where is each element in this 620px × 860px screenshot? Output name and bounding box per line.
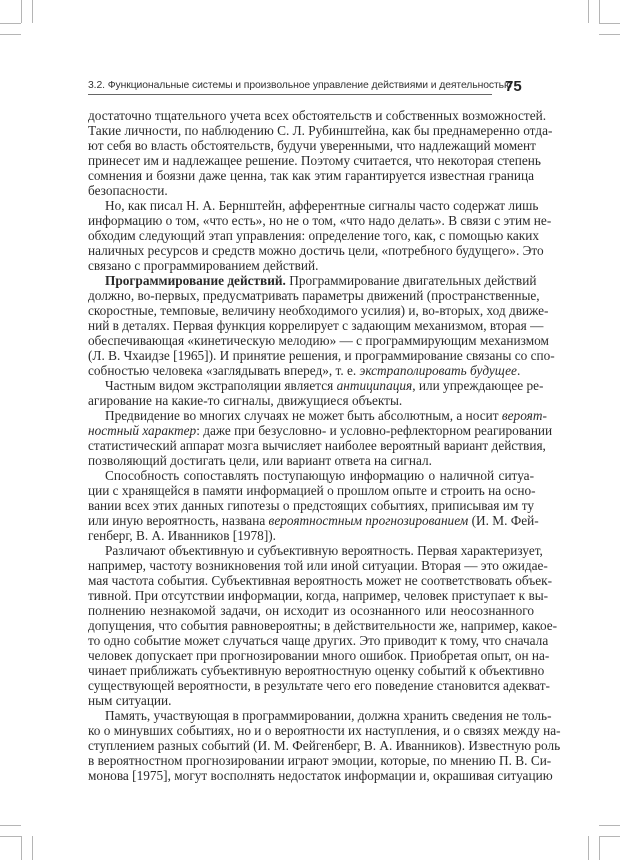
text-run: чинает приближать субъективную вероятностную оценку событий к объективно — [88, 663, 545, 678]
text-line — [88, 693, 534, 708]
text-run: тивной. При отсутствии информации, когда, например, человек приступает к вы- — [88, 588, 549, 603]
page-number: 75 — [505, 78, 522, 95]
text-run: обходим следующий этап управления: определение того, как, с помощью каких — [88, 228, 540, 243]
text-line — [88, 678, 550, 693]
text-run: (Л. В. Чхаидзе [1965]). И принятие решения, и программирование связаны со спо- — [88, 348, 555, 363]
text-line — [88, 363, 534, 378]
text-run: вании всех этих данных гипотезы о предстоящих событиях, приписывая им ту — [88, 498, 534, 513]
text-line — [88, 603, 534, 618]
text-run: мая частота события. Субъективная вероятность может не соответствовать объек- — [88, 573, 553, 588]
text-run: Такие личности, по наблюдению С. Л. Рубинштейна, как бы преднамеренно отда- — [88, 123, 553, 138]
text-run: (И. М. Фей- — [468, 513, 539, 528]
text-run: генберг, В. А. Иванников [1978]). — [88, 528, 276, 543]
text-run: ко о минувших событиях, но и о вероятности их наступления, и о связях между на- — [88, 723, 561, 738]
text-line — [88, 483, 534, 498]
crop-mark — [599, 34, 620, 35]
text-line — [88, 408, 547, 423]
text-run: связано с программированием действий. — [88, 258, 319, 273]
text-run: Различают объективную и субъективную вероятность. Первая характеризует, — [105, 543, 543, 558]
text-line — [88, 558, 548, 573]
text-run: достаточно тщательного учета всех обстоятельств и собственных возможностей. — [88, 108, 547, 123]
italic-term: вероят- — [501, 408, 547, 423]
text-line — [88, 528, 534, 543]
text-line — [88, 393, 534, 408]
text-line — [88, 573, 553, 588]
text-run: скоростные, темповые, величину необходимого усилия) и, во-вторых, ход движе- — [88, 303, 549, 318]
text-line — [88, 333, 549, 348]
text-run: информацию о том, «что есть», но не о том, «что надо делать». В связи с этим не- — [88, 213, 552, 228]
text-run: ний в деталях. Первая функция коррелирует с задающим механизмом, вторая — — [88, 318, 544, 333]
text-run: ции с хранящейся в памяти информацией о прошлом опыте и строить на осно- — [88, 483, 536, 498]
text-run: позволяющий достигать цели, или вариант ответа на сигнал. — [88, 453, 432, 468]
text-run: должно, во-первых, предусматривать параметры движений (пространственные, — [88, 288, 540, 303]
text-line — [88, 708, 552, 723]
text-run: собностью человека «заглядывать вперед», т. е. — [88, 363, 360, 378]
text-run: наличных ресурсов и средств можно достичь цели, «потребного будущего». Это — [88, 243, 544, 258]
text-line — [88, 273, 537, 288]
body-text — [88, 108, 561, 783]
text-run: принесет им и надлежащее решение. Поэтому считается, что некоторая степень — [88, 153, 541, 168]
text-line — [88, 723, 561, 738]
text-line — [88, 168, 534, 183]
text-run: Но, как писал Н. А. Бернштейн, афферентные сигналы часто содержат лишь — [105, 198, 539, 213]
text-line — [88, 588, 549, 603]
italic-term: ностный характер — [88, 423, 197, 438]
crop-mark — [599, 0, 600, 23]
text-run: или иную вероятность, названа — [88, 513, 269, 528]
crop-mark — [21, 0, 22, 23]
text-run: ют себя во власть обстоятельств, будучи уверенными, что надлежащий момент — [88, 138, 536, 153]
italic-term: вероятностным прогнозированием — [268, 513, 469, 528]
bold-run-in-heading: Программирование действий. — [105, 273, 286, 288]
text-line — [88, 288, 540, 303]
italic-term: антиципация — [336, 378, 413, 393]
crop-mark — [21, 836, 22, 860]
text-line — [88, 438, 546, 453]
text-run: Программирование двигательных действий — [285, 273, 537, 288]
crop-mark — [32, 836, 33, 860]
text-line — [88, 378, 544, 393]
italic-term: экстраполировать будущее — [359, 363, 517, 378]
crop-mark — [0, 34, 21, 35]
text-line — [88, 198, 539, 213]
text-line — [88, 468, 534, 483]
text-line — [88, 738, 561, 753]
text-run: статистический аппарат мозга вычисляет наиболее вероятный вариант действия, — [88, 438, 546, 453]
crop-mark — [32, 0, 33, 23]
text-run: человек допускает при прогнозировании много ошибок. Приобретая опыт, он на- — [88, 648, 550, 663]
text-line — [88, 423, 553, 438]
text-line — [88, 108, 547, 123]
text-line — [88, 138, 534, 153]
text-run: Частным видом экстраполяции является — [105, 378, 337, 393]
running-header: 3.2. Функциональные системы и произвольное управление действиями и деятельностью — [88, 80, 492, 95]
text-line — [88, 123, 553, 138]
text-line — [88, 153, 541, 168]
text-line — [88, 618, 558, 633]
text-run: Предвидение во многих случаях не может быть абсолютным, а носит — [105, 408, 502, 423]
crop-mark — [599, 23, 620, 24]
text-line — [88, 318, 544, 333]
text-run: полнению незнакомой задачи, он исходит из осознанного или неосознанного — [88, 603, 534, 618]
text-line — [88, 183, 534, 198]
text-run: допущения, что события равновероятны; в действительности же, например, какое- — [88, 618, 558, 633]
crop-mark — [0, 836, 21, 837]
text-line — [88, 513, 539, 528]
text-line — [88, 768, 553, 783]
crop-mark — [0, 23, 21, 24]
text-line — [88, 543, 543, 558]
text-line — [88, 213, 552, 228]
text-line — [88, 303, 549, 318]
text-run: в вероятностном прогнозировании играют эмоции, которые, по мнению П. В. Си- — [88, 753, 552, 768]
text-run: Способность сопоставлять поступающую информацию о наличной ситуа- — [105, 468, 534, 483]
text-run: . — [516, 363, 521, 378]
text-line — [88, 753, 552, 768]
text-run: агирование на какие-то сигналы, движущиеся объекты. — [88, 393, 403, 408]
text-run: ступлением разных событий (И. М. Фейгенберг, В. А. Иванников). Известную роль — [88, 738, 561, 753]
text-run: ным ситуации. — [88, 693, 172, 708]
text-run: например, частоту возникновения той или иной ситуации. Вторая — это ожидае- — [88, 558, 548, 573]
text-run: , или упреждающее ре- — [412, 378, 544, 393]
text-run: обеспечивающая «кинетическую мелодию» — с программирующим механизмом — [88, 333, 549, 348]
text-run: то одно событие может случаться чаще других. Это приводит к тому, что сначала — [88, 633, 549, 648]
text-line — [88, 258, 534, 273]
crop-mark — [599, 836, 620, 837]
crop-mark — [599, 825, 620, 826]
text-line — [88, 648, 550, 663]
text-line — [88, 228, 540, 243]
text-line — [88, 633, 549, 648]
text-run: : даже при безусловно- и условно-рефлекторном реагировании — [196, 423, 553, 438]
text-run: безопасности. — [88, 183, 168, 198]
crop-mark — [588, 0, 589, 23]
crop-mark — [0, 825, 21, 826]
crop-mark — [599, 836, 600, 860]
text-run: Память, участвующая в программировании, должна хранить сведения не толь- — [105, 708, 552, 723]
text-line — [88, 498, 534, 513]
text-line — [88, 453, 534, 468]
text-line — [88, 243, 544, 258]
text-run: сомнения и боязни даже ценна, так как этим гарантируется известная граница — [88, 168, 534, 183]
text-run: существующей вероятности, в результате чего его поведение становится адекват- — [88, 678, 550, 693]
crop-mark — [588, 836, 589, 860]
text-run: монова [1975], могут восполнять недостаток информации и, окрашивая ситуацию — [88, 768, 553, 783]
text-line — [88, 348, 555, 363]
text-line — [88, 663, 545, 678]
